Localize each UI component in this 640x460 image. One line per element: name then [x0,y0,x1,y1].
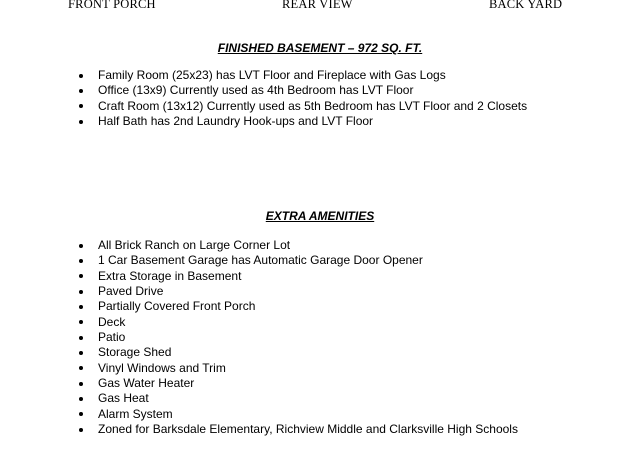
list-item [98,376,518,391]
amenities-feature-list [98,238,518,437]
bullet-icon [79,74,83,78]
list-item-text: Zoned for Barksdale Elementary, Richview Middle and Clarksville High Schools [98,422,518,437]
bullet-icon [79,305,83,309]
bullet-icon [79,104,83,108]
basement-section-title: FINISHED BASEMENT – 972 SQ. FT. [217,41,423,55]
list-item-text: Patio [98,330,126,345]
list-item-text: Family Room (25x23) has LVT Floor and Fireplace with Gas Logs [98,68,446,82]
bullet-icon [79,320,83,324]
list-item [98,407,518,422]
list-item [98,99,527,114]
list-item-text: Craft Room (13x12) Currently used as 5th Bedroom has LVT Floor and 2 Closets [98,98,528,113]
list-item [98,68,527,83]
bullet-icon [79,89,83,93]
bullet-icon [79,366,83,370]
bullet-icon [79,259,83,263]
bullet-icon [79,336,83,340]
list-item-text: Extra Storage in Basement [98,268,242,283]
amenities-section-title: EXTRA AMENITIES [265,209,375,223]
list-item-text: 1 Car Basement Garage has Automatic Garage Door Opener [98,253,423,268]
list-item [98,391,518,406]
bullet-icon [79,244,83,248]
list-item [98,299,518,314]
bullet-icon [79,351,83,355]
list-item-text: Alarm System [98,406,173,421]
list-item-text: Storage Shed [98,345,172,360]
bullet-icon [79,290,83,294]
list-item [98,361,518,376]
list-item [98,345,518,360]
list-item [98,315,518,330]
list-item [98,238,518,253]
list-item-text: Partially Covered Front Porch [98,299,256,314]
list-item-text: Deck [98,314,126,329]
list-item-text: Paved Drive [98,284,164,299]
caption-front-porch: FRONT PORCH [68,0,156,11]
bullet-icon [79,120,83,124]
list-item [98,269,518,284]
list-item [98,114,527,129]
list-item [98,83,527,98]
bullet-icon [79,274,83,278]
caption-back-yard: BACK YARD [489,0,563,11]
list-item-text: Gas Water Heater [98,376,195,391]
list-item [98,330,518,345]
bullet-icon [79,382,83,386]
bullet-icon [79,428,83,432]
bullet-icon [79,397,83,401]
list-item-text: Office (13x9) Currently used as 4th Bedroom has LVT Floor [98,83,414,98]
list-item-text: Gas Heat [98,391,149,406]
list-item-text: Half Bath has 2nd Laundry Hook-ups and LVT Floor [98,114,374,129]
photo-captions [0,0,640,11]
bullet-icon [79,412,83,416]
list-item-text: Vinyl Windows and Trim [98,360,226,375]
list-item [98,422,518,437]
list-item [98,284,518,299]
caption-rear-view: REAR VIEW [282,0,353,11]
list-item-text: All Brick Ranch on Large Corner Lot [98,238,291,252]
basement-feature-list [98,68,527,129]
list-item [98,253,518,268]
